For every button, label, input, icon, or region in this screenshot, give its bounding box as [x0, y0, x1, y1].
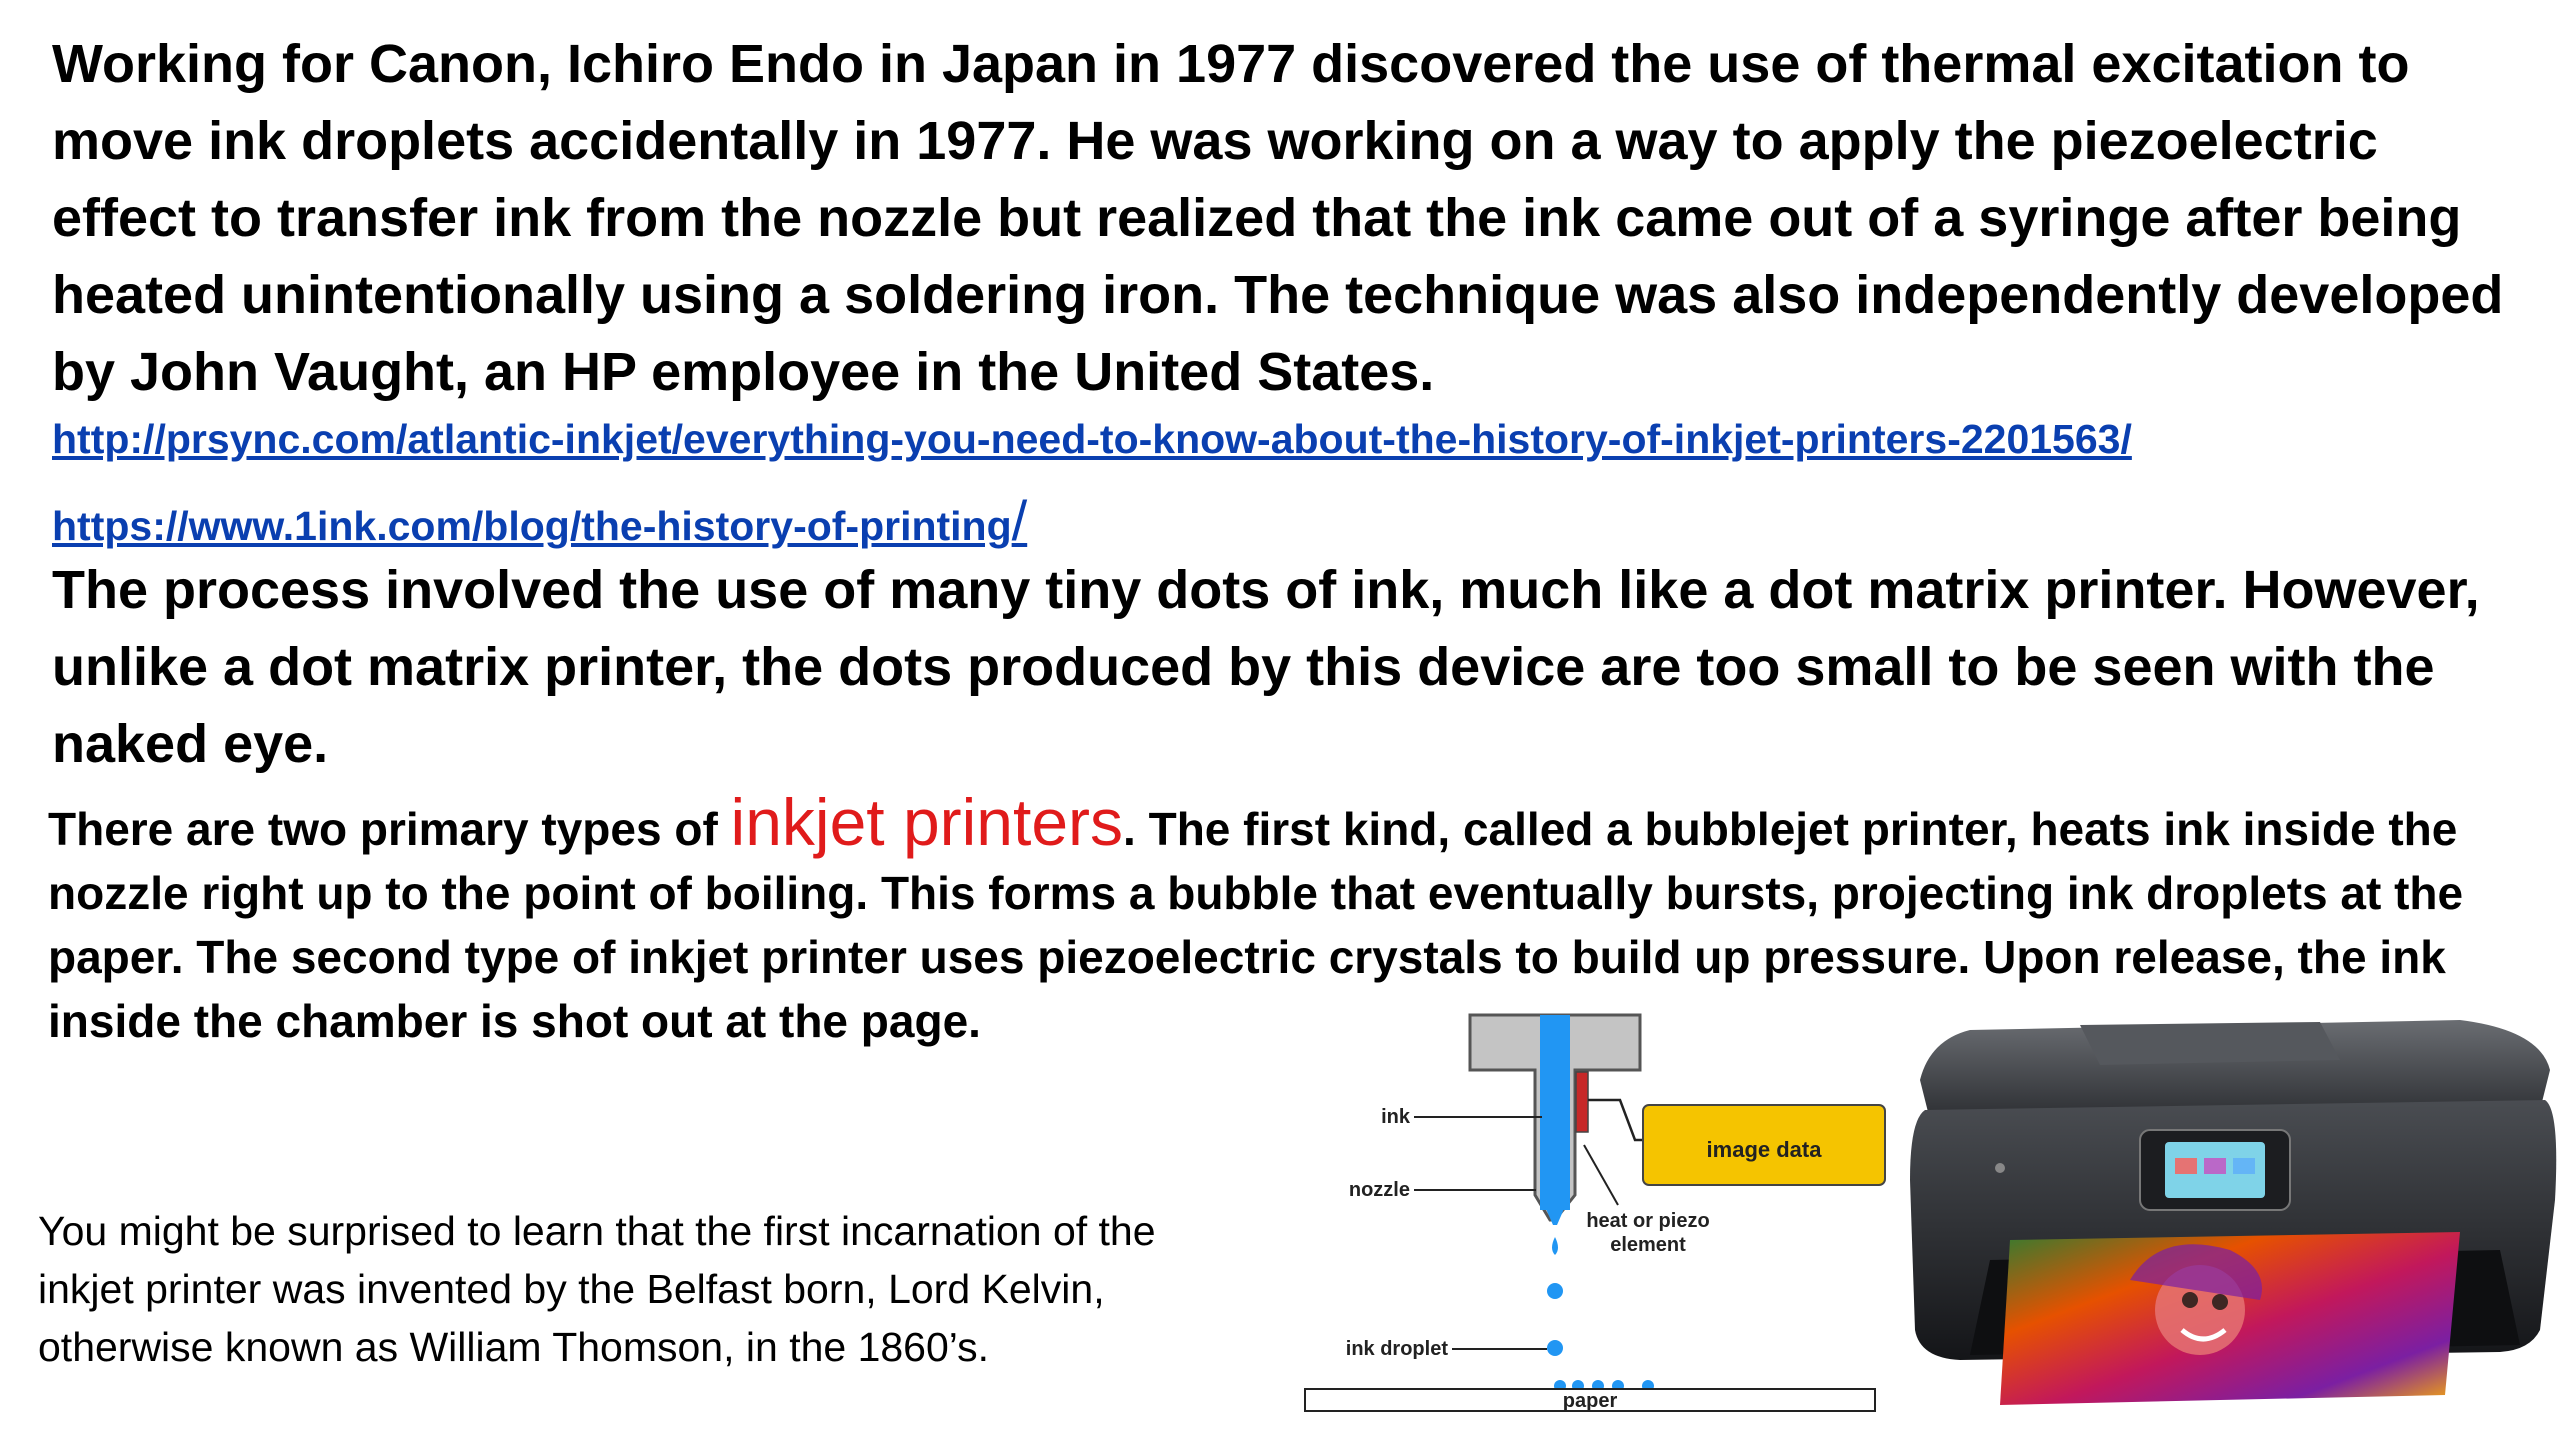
heat-element-label-1: heat or piezo: [1586, 1210, 1710, 1232]
paragraph-lord-kelvin: You might be surprised to learn that the first incarnation of the inkjet printer was invented by the Belfast born, Lord Kelvin, otherwise known as William Thomson, in the 1860’s.: [38, 1208, 1156, 1370]
inkjet-diagram: [1300, 1005, 1890, 1425]
paper-label: paper: [1562, 1390, 1618, 1412]
nozzle-label: nozzle: [1348, 1179, 1410, 1201]
ink-droplet: [1547, 1283, 1563, 1299]
image-data-label: image data: [1706, 1137, 1822, 1162]
printer-types-highlight: inkjet printers: [730, 785, 1124, 859]
printer-photo: [1900, 1000, 2560, 1420]
printer-types-body: . The first kind, called a bubblejet printer, heats ink inside the nozzle right up to the point of boiling. This forms a bubble that eventually bursts, projecting ink droplets at the paper. The second type of inkjet printer uses piezoelectric crystals to build up pressure. Upon release, the ink inside the chamber is shot out at the page.: [48, 803, 2464, 1047]
paragraph-canon-history: Working for Canon, Ichiro Endo in Japan in 1977 discovered the use of thermal excitation to move ink droplets accidentally in 1977. He was working on a way to apply the piezoelectric effect to transfer ink from the nozzle but realized that the ink came out of a syringe after being heated unintentionally using a soldering iron. The technique was also independently developed by John Vaught, an HP employee in the United States.: [52, 34, 2504, 402]
ink-label: ink: [1381, 1106, 1410, 1128]
paragraph-dot-process: The process involved the use of many tiny dots of ink, much like a dot matrix printer. However, unlike a dot matrix printer, the dots produced by this device are too small to be seen with the naked eye.: [52, 560, 2480, 774]
ink-droplet-forming: [1552, 1237, 1558, 1255]
link-prsync[interactable]: http://prsync.com/atlantic-inkjet/everything-you-need-to-know-about-the-history-of-inkjet-printers-2201563/: [52, 416, 2132, 462]
link-1ink-slash[interactable]: /: [1011, 489, 1028, 552]
ink-channel: [1540, 1015, 1570, 1210]
ink-droplet-label: ink droplet: [1345, 1338, 1448, 1360]
link-1ink-text[interactable]: https://www.1ink.com/blog/the-history-of-printing: [52, 503, 1012, 549]
link-1ink[interactable]: [52, 488, 1027, 553]
ink-droplet: [1547, 1340, 1563, 1356]
heat-element-label-2: element: [1610, 1234, 1686, 1256]
heater-element: [1576, 1072, 1588, 1132]
printer-types-lead: There are two primary types of: [48, 803, 731, 855]
